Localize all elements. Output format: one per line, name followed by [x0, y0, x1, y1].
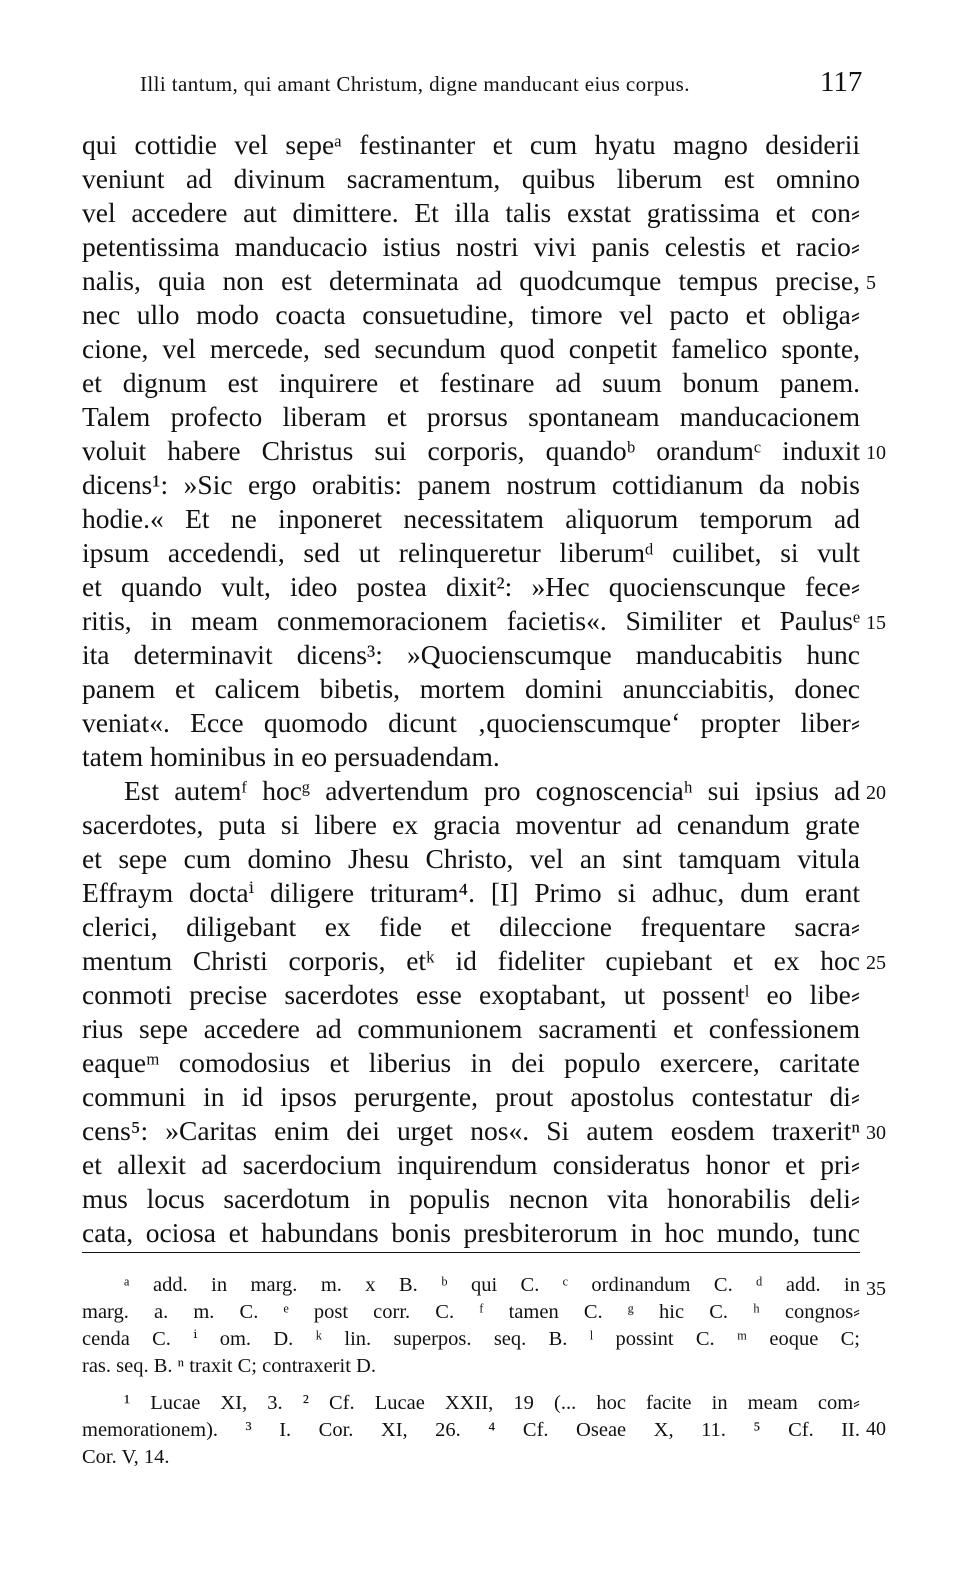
text-line: petentissima manducacio istius nostri vivi panis celestis et racio⸗ — [82, 231, 860, 262]
text-line: cione, vel mercede, sed secundum quod conpetit famelico sponte, — [82, 333, 860, 364]
text-line: veniat«. Ecce quomodo dicunt ‚quocienscumque‘ propter liber⸗ — [82, 707, 860, 738]
text-line: vel accedere aut dimittere. Et illa talis exstat gratissima et con⸗ — [82, 197, 860, 228]
line-number: 5 — [866, 272, 876, 294]
line-number: 40 — [866, 1418, 886, 1440]
text-line: et dignum est inquirere et festinare ad suum bonum panem. — [82, 367, 860, 398]
text-line: mus locus sacerdotum in populis necnon vita honorabilis deli⸗ — [82, 1183, 860, 1214]
line-number: 15 — [866, 612, 886, 634]
text-line: cens⁵: »Caritas enim dei urget nos«. Si autem eosdem traxeritⁿ — [82, 1115, 860, 1146]
text-line: tatem hominibus in eo persuadendam. — [82, 741, 500, 772]
running-title: Illi tantum, qui amant Christum, digne manducant eius corpus. — [140, 72, 690, 96]
text-line: voluit habere Christus sui corporis, quandoᵇ orandumᶜ induxit — [82, 435, 860, 466]
text-line: nalis, quia non est determinata ad quodcumque tempus precise, — [82, 265, 860, 296]
line-number: 25 — [866, 952, 886, 974]
text-line: et quando vult, ideo postea dixit²: »Hec quocienscunque fece⸗ — [82, 571, 860, 602]
text-line: et sepe cum domino Jhesu Christo, vel an sint tamquam vitula — [82, 843, 860, 874]
line-number: 10 — [866, 442, 886, 464]
text-line: Effraym doctaⁱ diligere trituram⁴. [I] Primo si adhuc, dum erant — [82, 877, 860, 908]
text-line: sacerdotes, puta si libere ex gracia moventur ad cenandum grate — [82, 809, 860, 840]
apparatus-line: cenda C. ⁱ om. D. ᵏ lin. superpos. seq. B. ˡ possint C. ᵐ eoque C; — [82, 1328, 860, 1350]
text-line: ritis, in meam conmemoracionem facietis«. Similiter et Paulusᵉ — [82, 605, 860, 636]
text-line: panem et calicem bibetis, mortem domini anuncciabitis, donec — [82, 673, 860, 704]
text-line: Est autemᶠ hocᵍ advertendum pro cognoscenciaʰ sui ipsius ad — [124, 775, 860, 806]
running-header — [140, 66, 863, 106]
text-line: ita determinavit dicens³: »Quocienscumque manducabitis hunc — [82, 639, 860, 670]
text-line: mentum Christi corporis, etᵏ id fideliter cupiebant et ex hoc — [82, 945, 860, 976]
text-line: Talem profecto liberam et prorsus spontaneam manducacionem — [82, 401, 860, 432]
source-line: Cor. V, 14. — [82, 1446, 170, 1468]
text-line: eaqueᵐ comodosius et liberius in dei populo exercere, caritate — [82, 1047, 860, 1078]
source-line: memorationem). ³ I. Cor. XI, 26. ⁴ Cf. Oseae X, 11. ⁵ Cf. II. — [82, 1419, 860, 1441]
text-line: conmoti precise sacerdotes esse exoptabant, ut possentˡ eo libe⸗ — [82, 979, 860, 1010]
line-number: 20 — [866, 782, 886, 804]
source-line: ¹ Lucae XI, 3. ² Cf. Lucae XXII, 19 (... hoc facite in meam com⸗ — [124, 1392, 860, 1414]
text-line: qui cottidie vel sepeᵃ festinanter et cum hyatu magno desiderii — [82, 129, 860, 160]
text-line: hodie.« Et ne inponeret necessitatem aliquorum temporum ad — [82, 503, 860, 534]
text-line: rius sepe accedere ad communionem sacramenti et confessionem — [82, 1013, 860, 1044]
text-line: ipsum accedendi, sed ut relinqueretur liberumᵈ cuilibet, si vult — [82, 537, 860, 568]
apparatus-line: marg. a. m. C. ᵉ post corr. C. ᶠ tamen C. ᵍ hic C. ʰ congnos⸗ — [82, 1301, 860, 1323]
apparatus-line: ᵃ add. in marg. m. x B. ᵇ qui C. ᶜ ordinandum C. ᵈ add. in — [124, 1274, 860, 1296]
text-line: cata, ociosa et habundans bonis presbiterorum in hoc mundo, tunc — [82, 1217, 860, 1248]
apparatus-line: ras. seq. B. ⁿ traxit C; contraxerit D. — [82, 1355, 376, 1377]
text-line: nec ullo modo coacta consuetudine, timore vel pacto et obliga⸗ — [82, 299, 860, 330]
text-line: veniunt ad divinum sacramentum, quibus liberum est omnino — [82, 163, 860, 194]
text-line: dicens¹: »Sic ergo orabitis: panem nostrum cottidianum da nobis — [82, 469, 860, 500]
text-line: et allexit ad sacerdocium inquirendum consideratus honor et pri⸗ — [82, 1149, 860, 1180]
text-line: clerici, diligebant ex fide et dileccione frequentare sacra⸗ — [82, 911, 860, 942]
line-number: 35 — [866, 1278, 886, 1300]
text-line: communi in id ipsos perurgente, prout apostolus contestatur di⸗ — [82, 1081, 860, 1112]
line-number: 30 — [866, 1122, 886, 1144]
page-number: 117 — [820, 66, 863, 98]
footnote-divider — [82, 1252, 860, 1253]
